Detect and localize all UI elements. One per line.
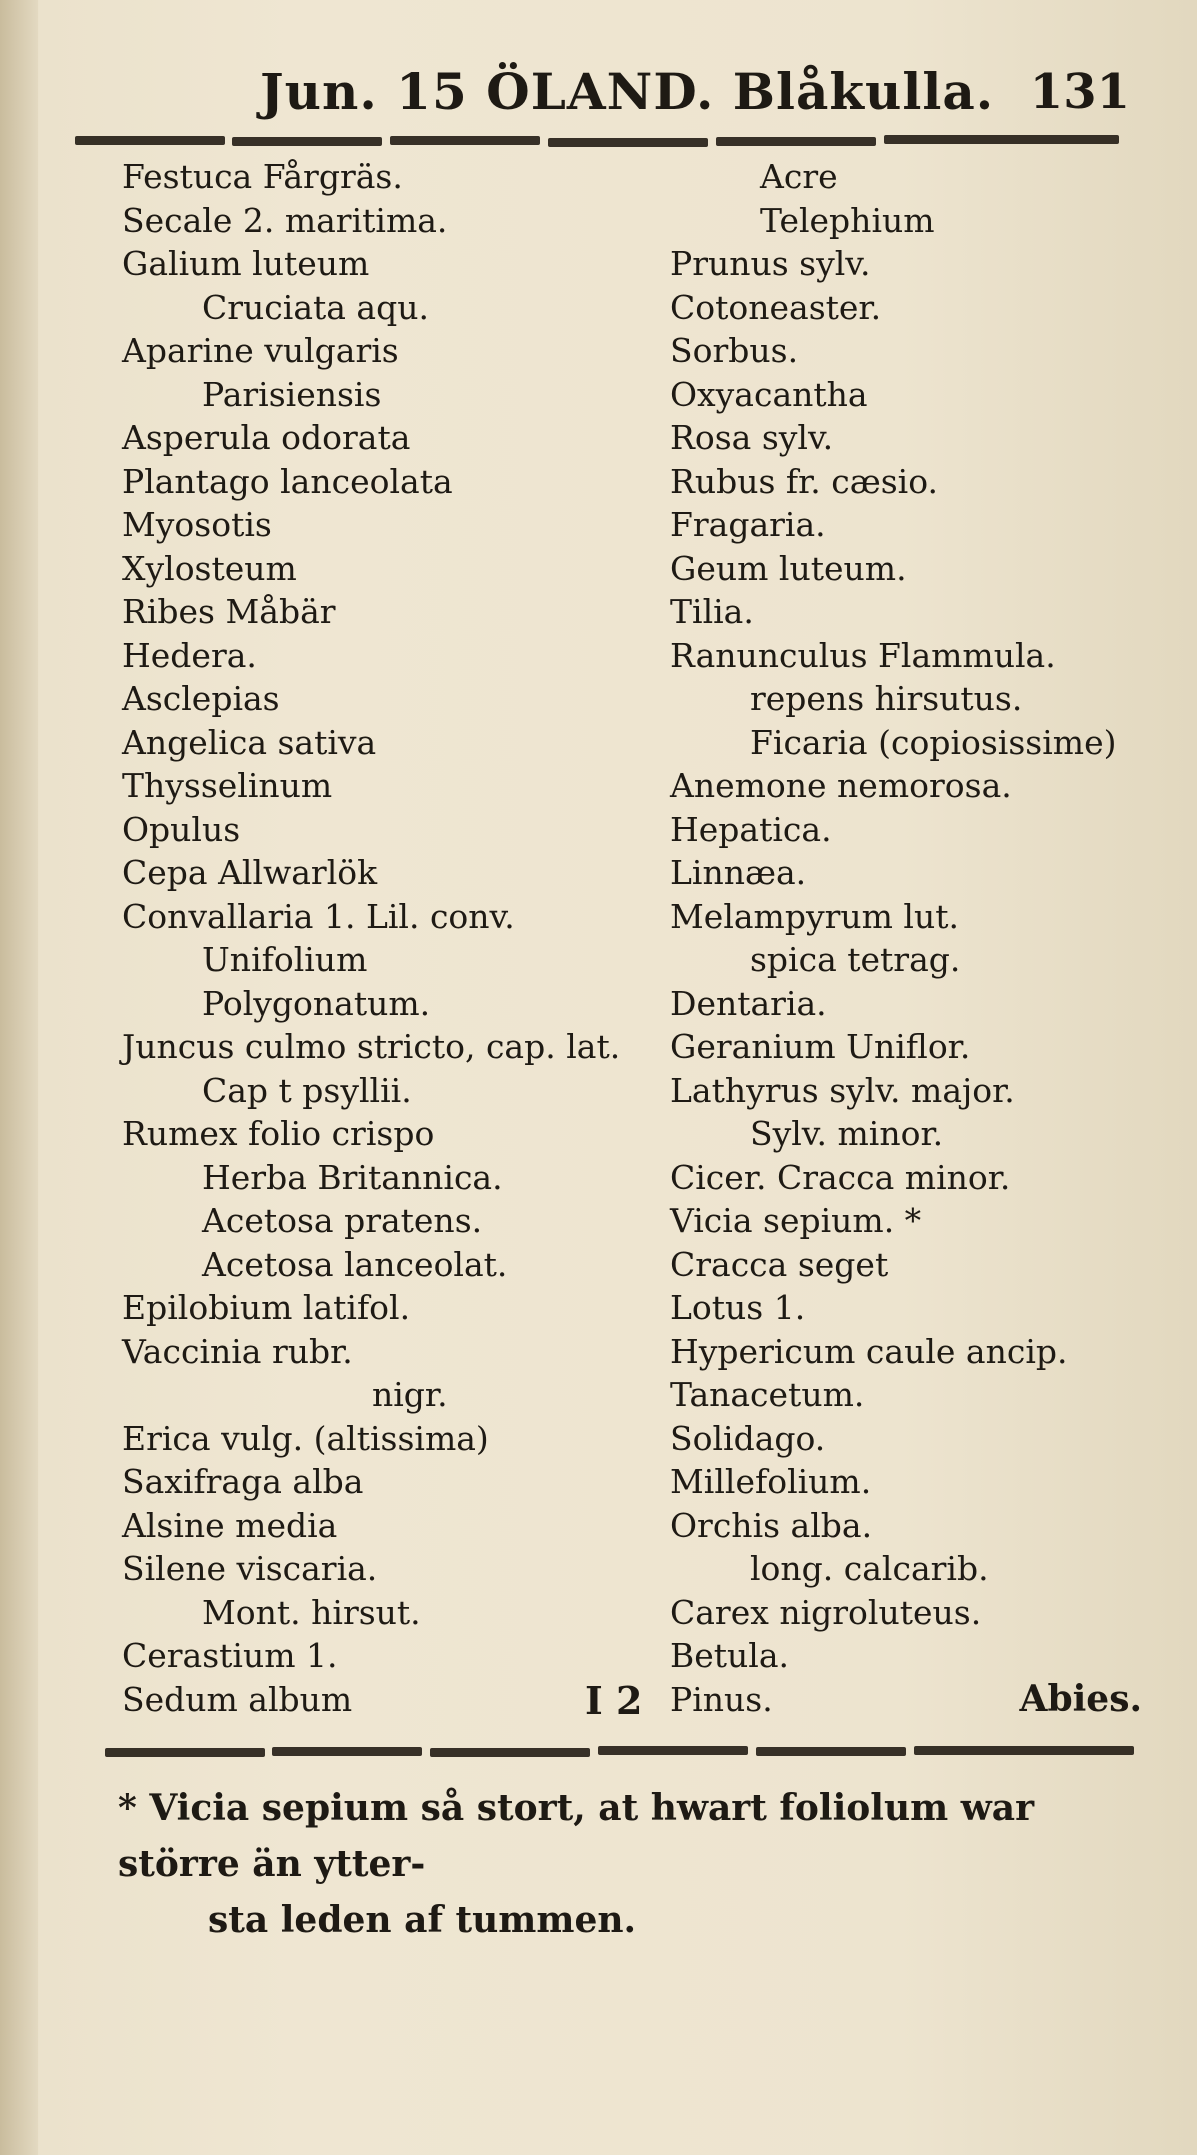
- list-item: Betula.: [670, 1636, 790, 1675]
- left-column: [122, 155, 642, 1721]
- list-item: Melampyrum lut.: [670, 896, 959, 936]
- list-item: Ranunculus Flammula.: [670, 635, 1056, 675]
- list-item: Aparine vulgaris: [122, 331, 399, 370]
- list-item: Cepa Allwarlök: [122, 853, 378, 892]
- page-number: 131: [1029, 64, 1130, 120]
- list-item: Rosa sylv.: [670, 418, 834, 457]
- list-item: Telephium: [760, 200, 935, 240]
- list-item: Lotus 1.: [670, 1288, 806, 1327]
- list-item: Lathyrus sylv. major.: [670, 1070, 1015, 1110]
- list-item: Orchis alba.: [670, 1505, 873, 1545]
- list-item: Vaccinia rubr.: [122, 1331, 353, 1371]
- list-item: Acre: [760, 157, 838, 196]
- list-item: Oxyacantha: [670, 374, 868, 414]
- list-item: Linnæa.: [670, 853, 807, 892]
- list-item: Tilia.: [670, 592, 754, 631]
- list-item: Cap t psyllii.: [202, 1070, 412, 1110]
- list-item: Galium luteum: [122, 244, 370, 283]
- list-item: nigr.: [372, 1375, 448, 1414]
- list-item: Acetosa lanceolat.: [202, 1244, 508, 1284]
- list-item: Hedera.: [122, 635, 257, 675]
- list-item: Rubus fr. cæsio.: [670, 461, 939, 501]
- list-item: Pinus.: [670, 1679, 773, 1719]
- list-item: Cotoneaster.: [670, 287, 882, 327]
- footnote-line-1: * Vicia sepium så stort, at hwart foliolum war större än ytter-: [118, 1787, 1035, 1885]
- list-item: Asclepias: [122, 679, 280, 718]
- list-item: Saxifraga alba: [122, 1462, 364, 1501]
- list-item: Millefolium.: [670, 1462, 872, 1501]
- list-item: Polygonatum.: [202, 983, 431, 1023]
- list-item: Cruciata aqu.: [202, 287, 429, 327]
- signature-mark: I 2: [585, 1678, 643, 1723]
- list-item: Dentaria.: [670, 983, 827, 1023]
- list-item: Herba Britannica.: [202, 1157, 503, 1197]
- list-item: Geum luteum.: [670, 548, 907, 588]
- list-item: Prunus sylv.: [670, 244, 871, 283]
- footnote: [118, 1780, 1148, 1948]
- list-item: Cicer. Cracca minor.: [670, 1157, 1011, 1197]
- list-item: Myosotis: [122, 505, 272, 544]
- page-header: [260, 62, 1130, 132]
- list-item: Convallaria 1. Lil. conv.: [122, 896, 515, 936]
- list-item: Solidago.: [670, 1418, 826, 1458]
- list-item: Tanacetum.: [670, 1375, 865, 1414]
- list-item: Rumex folio crispo: [122, 1114, 435, 1153]
- list-item: Parisiensis: [202, 374, 382, 414]
- list-item: Juncus culmo stricto, cap. lat.: [122, 1027, 621, 1066]
- running-head: Jun. 15 ÖLAND. Blåkulla.: [260, 62, 995, 121]
- list-item: Plantago lanceolata: [122, 461, 453, 501]
- list-item: Hypericum caule ancip.: [670, 1331, 1068, 1371]
- list-item: Angelica sativa: [122, 722, 377, 762]
- list-item: spica tetrag.: [750, 940, 961, 979]
- list-item: Sorbus.: [670, 331, 799, 370]
- list-item: Fragaria.: [670, 505, 826, 544]
- footnote-line-2: sta leden af tummen.: [208, 1899, 637, 1941]
- list-item: Thysselinum: [122, 766, 333, 805]
- catchword: Abies.: [1019, 1678, 1142, 1720]
- list-item: Hepatica.: [670, 809, 832, 849]
- list-item: Erica vulg. (altissima): [122, 1418, 489, 1458]
- list-item: Anemone nemorosa.: [670, 766, 1012, 805]
- list-item: repens hirsutus.: [750, 679, 1023, 718]
- list-item: Silene viscaria.: [122, 1549, 378, 1588]
- list-item: Xylosteum: [122, 548, 297, 588]
- right-column: [670, 155, 1190, 1721]
- list-item: Opulus: [122, 809, 241, 849]
- list-item: Carex nigroluteus.: [670, 1592, 982, 1632]
- list-item: long. calcarib.: [750, 1549, 989, 1588]
- list-item: Cerastium 1.: [122, 1636, 338, 1675]
- list-item: Vicia sepium. *: [670, 1201, 922, 1240]
- list-item: Asperula odorata: [122, 418, 411, 457]
- list-item: Sylv. minor.: [750, 1114, 944, 1153]
- list-item: Acetosa pratens.: [202, 1201, 483, 1240]
- list-item: Secale 2. maritima.: [122, 200, 448, 240]
- list-item: Unifolium: [202, 940, 368, 979]
- list-item: Ficaria (copiosissime): [750, 722, 1117, 762]
- list-item: Ribes Måbär: [122, 592, 336, 631]
- list-item: Festuca Fårgräs.: [122, 157, 403, 196]
- list-item: Sedum album: [122, 1679, 353, 1719]
- list-item: Mont. hirsut.: [202, 1592, 421, 1632]
- list-item: Epilobium latifol.: [122, 1288, 411, 1327]
- list-item: Cracca seget: [670, 1244, 889, 1284]
- page-gutter: [0, 0, 38, 2155]
- list-item: Geranium Uniflor.: [670, 1027, 971, 1066]
- list-item: Alsine media: [122, 1505, 338, 1545]
